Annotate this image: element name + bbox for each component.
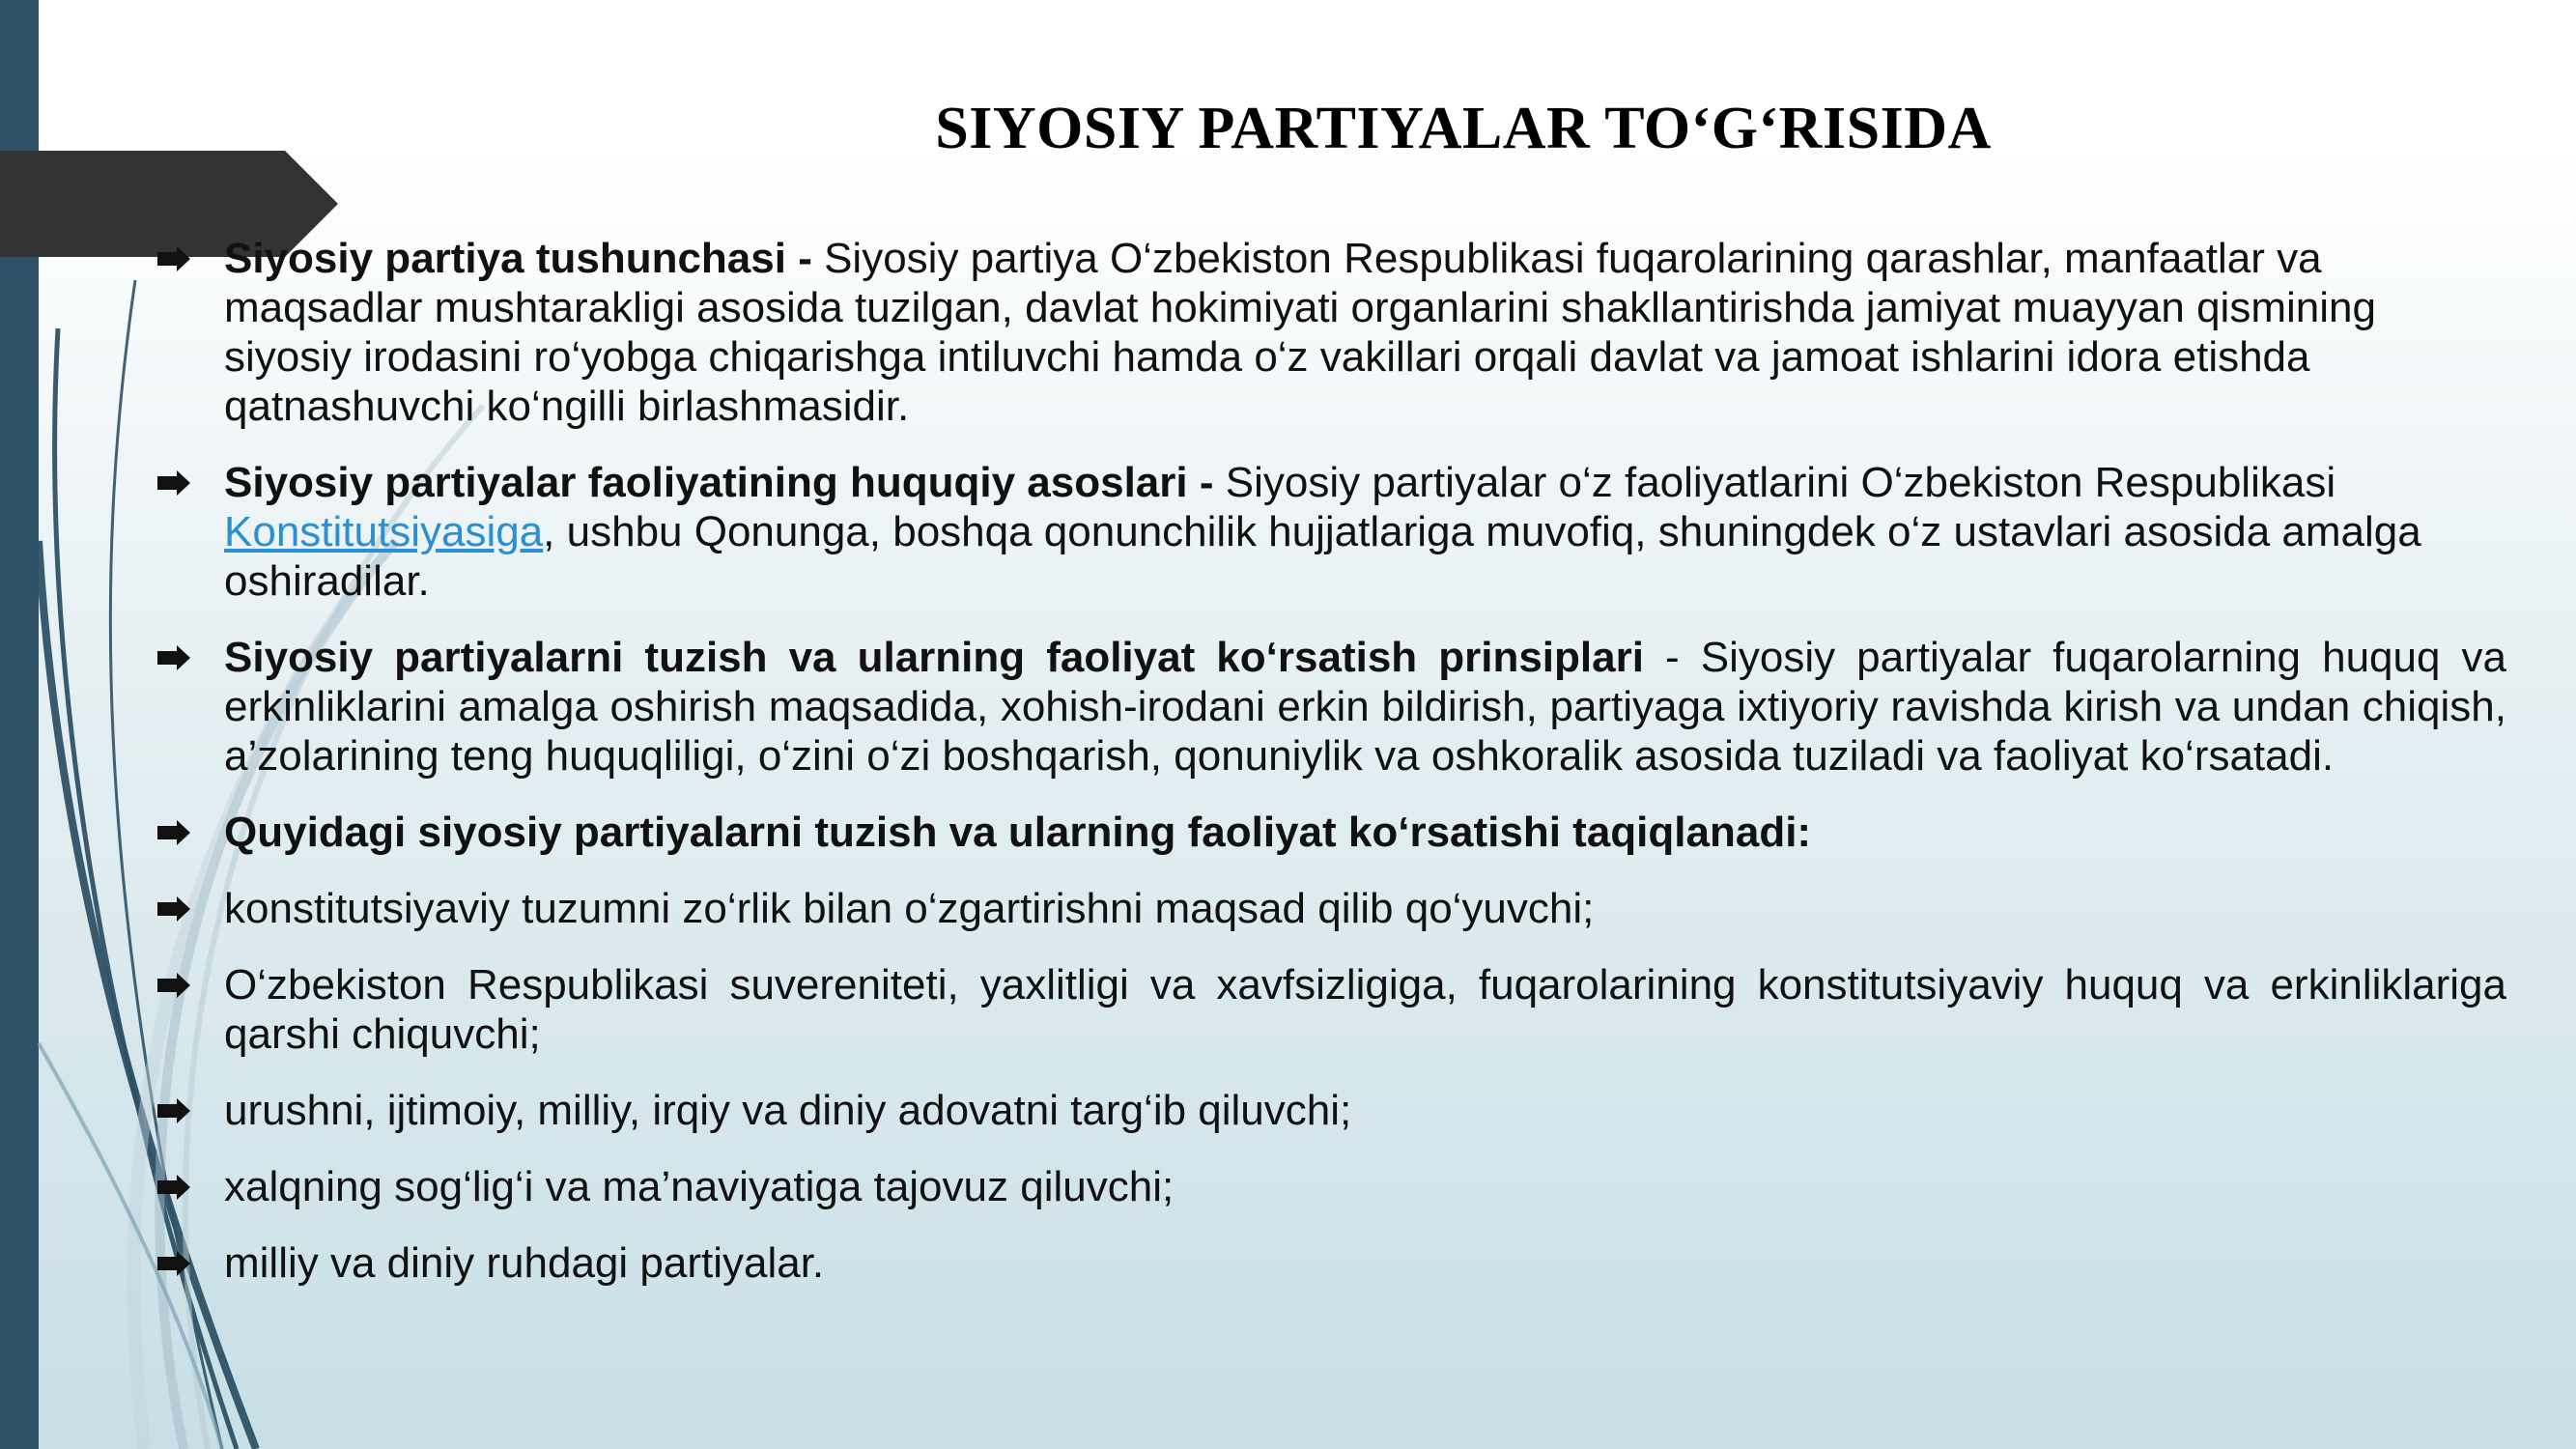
arrow-bullet-icon — [155, 1238, 193, 1288]
arrow-bullet-icon — [155, 808, 193, 857]
slide-title: SIYOSIY PARTIYALAR TO‘G‘RISIDA — [935, 96, 1992, 161]
item-term: Siyosiy partiyalar faoliyatining huquqiy asoslari - — [224, 459, 1226, 506]
list-item — [155, 234, 2506, 431]
item-text: milliy va diniy ruhdagi partiyalar. — [224, 1239, 825, 1287]
arrow-bullet-icon — [155, 960, 193, 1009]
item-text: - Siyosiy partiyalar fuqarolarning huquq va erkinliklarini amalga oshirish maqsadida, xohish-irodani erkin bildirish, partiyaga ixtiyoriy ravishda kirish va undan chiqish, a’zolarining teng huquqliligi, o‘zini o‘zi boshqarish, qonuniylik va oshkoralik asosida tuziladi va faoliyat ko‘rsatadi. — [224, 634, 2506, 780]
item-term: Siyosiy partiya tushunchasi - — [224, 235, 825, 282]
list-item — [155, 884, 2506, 933]
arrow-bullet-icon — [155, 234, 193, 283]
item-text: Siyosiy partiyalar o‘z faoliyatlarini O‘zbekiston Respublikasi — [1225, 459, 2336, 506]
item-term: Quyidagi siyosiy partiyalarni tuzish va ularning faoliyat ko‘rsatishi taqiqlanadi: — [224, 809, 1812, 856]
item-text: konstitutsiyaviy tuzumni zo‘rlik bilan o‘zgartirishni maqsad qilib qo‘yuvchi; — [224, 885, 1595, 932]
list-item — [155, 633, 2506, 781]
list-item — [155, 960, 2506, 1059]
item-text: , ushbu Qonunga, boshqa qonunchilik hujjatlariga muvofiq, shuningdek o‘z ustavlari asosida amalga oshiradilar. — [224, 508, 2421, 605]
constitution-link[interactable]: Konstitutsiyasiga — [224, 508, 544, 555]
item-text: O‘zbekiston Respublikasi suvereniteti, yaxlitligi va xavfsizligiga, fuqarolarining konstitutsiyaviy huquq va erkinliklariga qarshi chiquvchi; — [224, 961, 2506, 1058]
list-item — [155, 808, 2506, 857]
list-item — [155, 1086, 2506, 1135]
arrow-bullet-icon — [155, 633, 193, 682]
item-text: urushni, ijtimoiy, milliy, irqiy va diniy adovatni targ‘ib qiluvchi; — [224, 1087, 1352, 1134]
arrow-bullet-icon — [155, 884, 193, 933]
arrow-bullet-icon — [155, 1086, 193, 1135]
list-item — [155, 1162, 2506, 1211]
arrow-bullet-icon — [155, 1162, 193, 1211]
bullet-list — [155, 234, 2506, 1315]
item-text: Siyosiy partiya O‘zbekiston Respublikasi fuqarolarining qarashlar, manfaatlar va maqsadlar mushtarakligi asosida tuzilgan, davlat hokimiyati organlarini shakllantirishda jamiyat muayyan qismining siyosiy irodasini ro‘yobga chiqarishga intiluvchi hamda o‘z vakillari orqali davlat va jamoat ishlarini idora etishda qatnashuvchi ko‘ngilli birlashmasidir. — [224, 235, 2376, 430]
item-term: Siyosiy partiyalarni tuzish va ularning faoliyat ko‘rsatish prinsiplari — [224, 634, 1644, 681]
list-item — [155, 1238, 2506, 1288]
item-text: xalqning sog‘lig‘i va ma’naviyatiga tajovuz qiluvchi; — [224, 1163, 1175, 1210]
arrow-bullet-icon — [155, 458, 193, 507]
list-item — [155, 458, 2506, 606]
